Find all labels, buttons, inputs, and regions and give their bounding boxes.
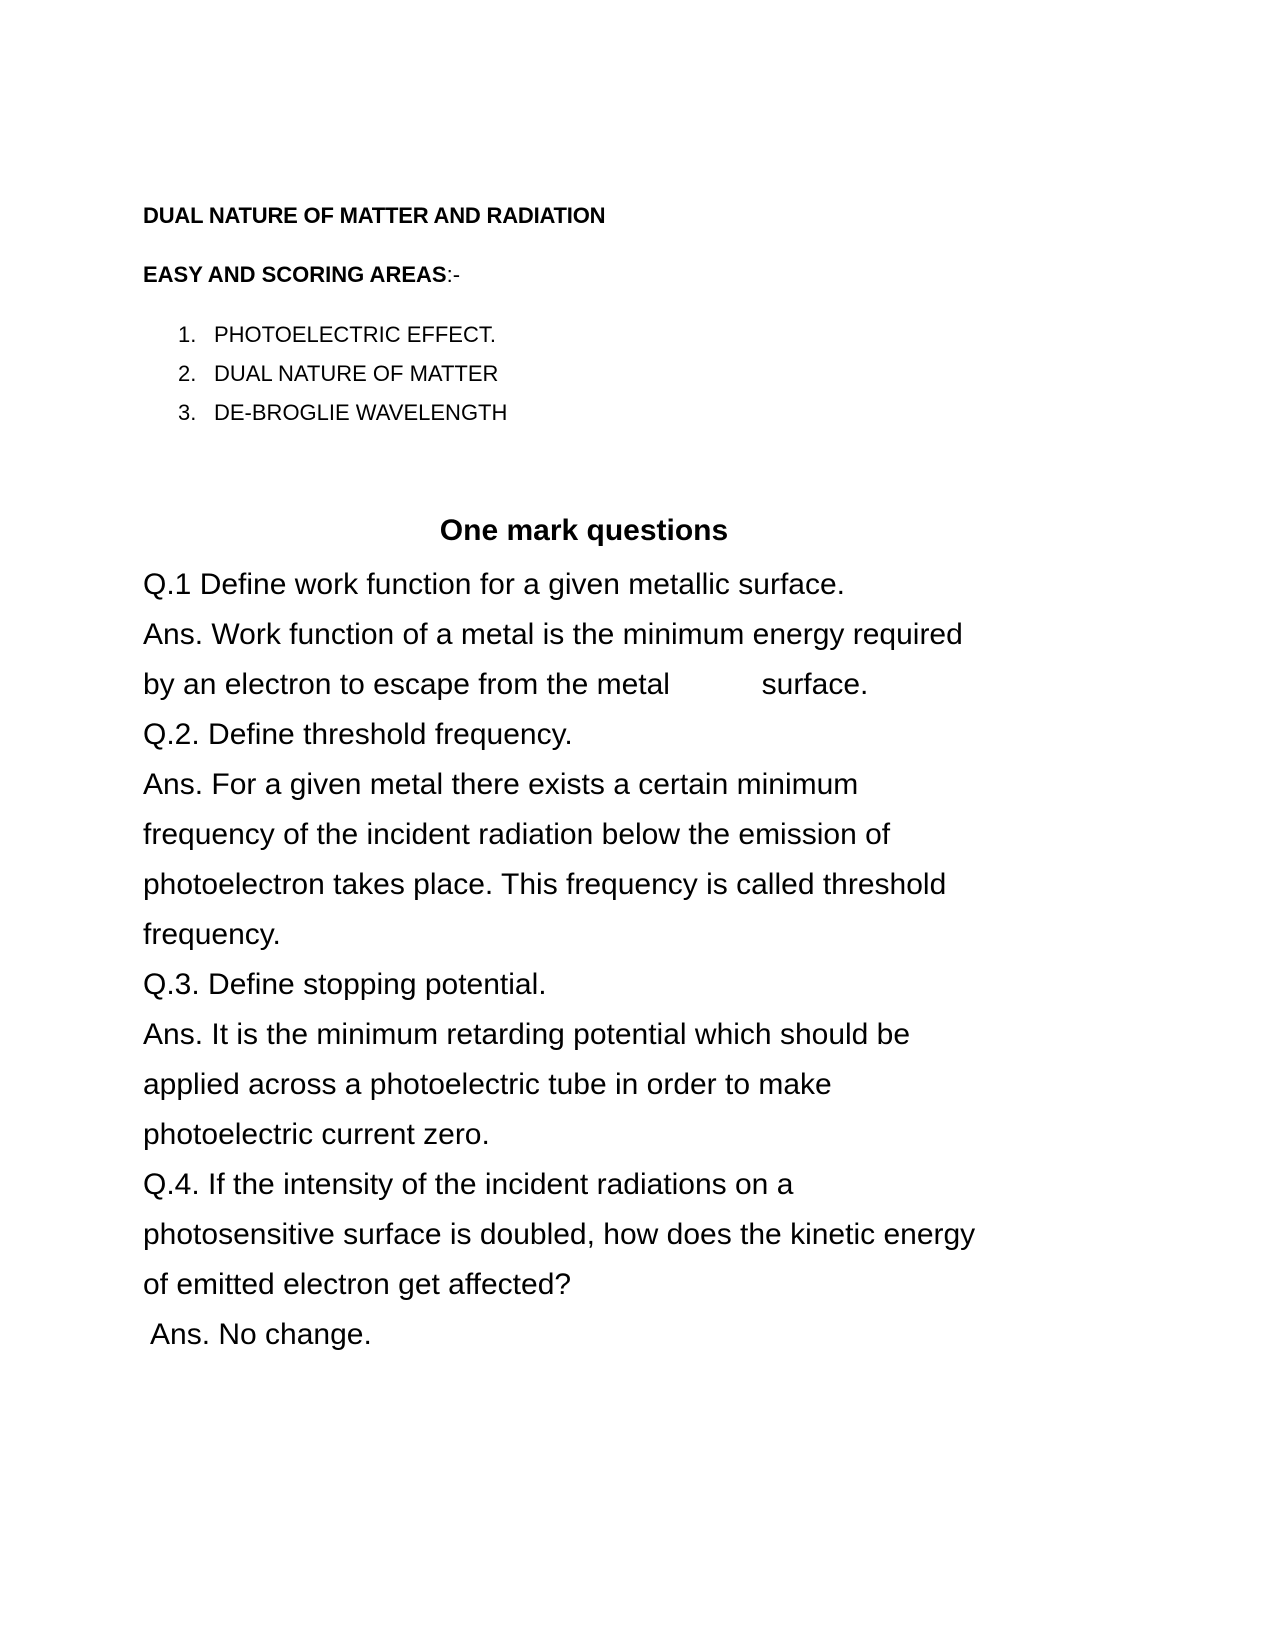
list-item-text: DE-BROGLIE WAVELENGTH — [214, 400, 508, 425]
answer-line: Ans. It is the minimum retarding potential which should be — [143, 1018, 911, 1051]
question-line: of emitted electron get affected? — [143, 1268, 572, 1301]
scoring-areas-list — [143, 320, 507, 437]
list-item-number-wrap — [143, 320, 214, 350]
list-item-number-wrap — [143, 398, 214, 428]
answer-line: frequency of the incident radiation below the emission of — [143, 818, 891, 851]
answer-line: Ans. For a given metal there exists a certain minimum — [143, 768, 859, 801]
question-line: Q.3. Define stopping potential. — [143, 968, 547, 1001]
answer-line: by an electron to escape from the metal surface. — [143, 668, 869, 701]
question-line: photosensitive surface is doubled, how does the kinetic energy — [143, 1218, 976, 1251]
question-line: Q.2. Define threshold frequency. — [143, 718, 573, 751]
list-item — [143, 359, 507, 398]
list-item-text: DUAL NATURE OF MATTER — [214, 361, 499, 386]
qa-body — [143, 564, 1143, 1364]
list-item-number: 2. — [178, 361, 197, 386]
list-item — [143, 398, 507, 437]
list-item-number-wrap — [143, 359, 214, 389]
list-item — [143, 320, 507, 359]
areas-heading-label: EASY AND SCORING AREAS — [143, 262, 447, 287]
answer-line: photoelectron takes place. This frequency is called threshold — [143, 868, 947, 901]
list-item-text: PHOTOELECTRIC EFFECT. — [214, 322, 496, 347]
question-line: Q.4. If the intensity of the incident radiations on a — [143, 1168, 794, 1201]
answer-line: Ans. No change. — [150, 1318, 372, 1351]
answer-line: Ans. Work function of a metal is the minimum energy required — [143, 618, 963, 651]
answer-line: applied across a photoelectric tube in order to make — [143, 1068, 832, 1101]
list-item-number: 1. — [178, 322, 197, 347]
answer-line: photoelectric current zero. — [143, 1118, 490, 1151]
list-item-number: 3. — [178, 400, 197, 425]
areas-heading — [143, 262, 460, 288]
question-line: Q.1 Define work function for a given metallic surface. — [143, 568, 845, 601]
areas-heading-suffix: :- — [446, 262, 461, 287]
document-title: DUAL NATURE OF MATTER AND RADIATION — [143, 203, 606, 228]
answer-line: frequency. — [143, 918, 281, 951]
section-heading: One mark questions — [439, 514, 729, 547]
